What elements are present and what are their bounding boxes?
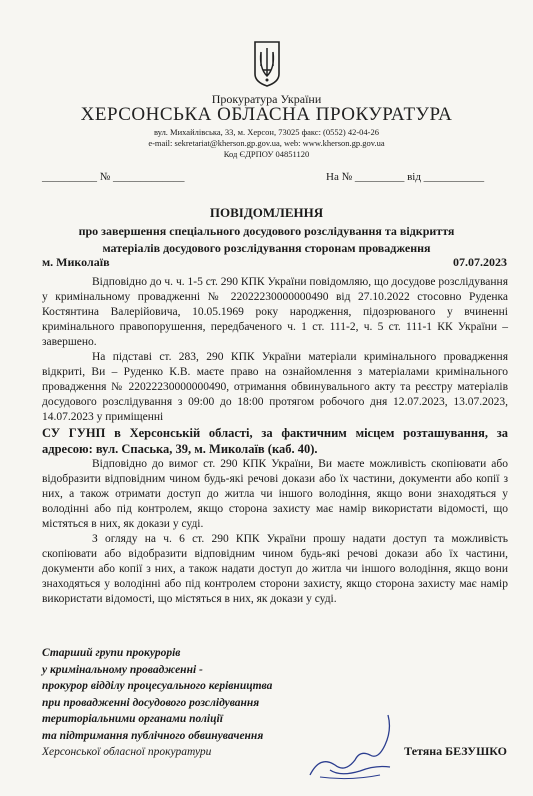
document-city: м. Миколаїв (42, 255, 110, 269)
signer-name: Тетяна БЕЗУШКО (404, 744, 507, 758)
signer-line: та підтримання публічного обвинувачення (42, 729, 264, 742)
organization-name: ХЕРСОНСЬКА ОБЛАСНА ПРОКУРАТУРА (80, 104, 453, 125)
signer-line: Старший групи прокурорів (42, 647, 181, 659)
paragraph-4: З огляду на ч. 6 ст. 290 КПК України прошу надати доступ та можливість скопіювати або відобразити відповідним чином будь-які речові докази або їх частини, документи або копії з них, а також надати доступ до житла чи іншого володіння, якщо вони знаходяться у володінні або під контролем сторони захисту, якщо сторона захисту має намір використати відомості, що містяться в них, як докази у суді. (42, 533, 508, 605)
signer-line: Херсонської обласної прокуратури (42, 746, 212, 758)
trident-emblem-icon (253, 40, 281, 88)
org-address: вул. Михайлівська, 33, м. Херсон, 73025 факс: (0552) 42-04-26 (153, 127, 380, 137)
handwritten-signature-icon (300, 705, 400, 785)
paragraph-3: Відповідно до вимог ст. 290 КПК України, Ви маєте можливість скопіювати або відобразити відповідним чином будь-які речові докази або їх частини, документи або копії з них, а також отримати доступ до житла чи іншого володіння, якщо вони знаходяться у володінні або під контролем, якщо сторона захисту має намір використати відомості, що містяться в них, як докази у суді. (42, 458, 508, 530)
signer-line: територіальними органами поліції (42, 713, 223, 725)
document-body (42, 275, 508, 607)
document-date: 07.07.2023 (453, 255, 507, 269)
incoming-reference: На № _________ від ___________ (326, 171, 485, 183)
paragraph-1: Відповідно до ч. ч. 1-5 ст. 290 КПК України повідомляю, що досудове розслідування у кримінальному провадженні № 22022230000000490 від 27.10.2022 стосовно Руденка Костянтина Валерійовича, 10.05.1969 року народження, підозрюваного у вчиненні кримінального правопорушення, передбаченого ч. 1 ст. 111-2, ч. 5 ст. 111-1 КК України – завершено. (42, 276, 508, 348)
paragraph-2-address: СУ ГУНП в Херсонській області, за фактичним місцем розташування, за адресою: вул. Спаська, 39, м. Миколаїв (каб. 40). (42, 426, 508, 456)
signer-line: у кримінальному провадженні - (42, 663, 203, 676)
paragraph-2: На підставі ст. 283, 290 КПК України матеріали кримінального провадження відкриті, Ви – Руденко К.В. маєте право на ознайомлення з матеріалами кримінального провадження № 22022230000000490, отримання обвинувального акту та реєстру матеріалів досудового розслідування з 09:00 до 18:00 протягом робочого дня 12.07.2023, 13.07.2023, 14.07.2023 у приміщенні (42, 351, 508, 423)
signer-line: прокурор відділу процесуального керівництва (42, 680, 273, 692)
document-subtitle: про завершення спеціального досудового розслідування та відкриття матеріалів досудового розслідування сторонам провадження (78, 224, 455, 255)
org-edrpou: Код ЄДРПОУ 04851120 (223, 149, 310, 159)
document-title: ПОВІДОМЛЕННЯ (209, 205, 324, 220)
org-contacts: e-mail: sekretariat@kherson.gp.gov.ua, web: www.kherson.gp.gov.ua (148, 138, 385, 148)
parent-organization: Прокуратура України (211, 92, 322, 106)
outgoing-reference: __________ № _____________ (42, 171, 185, 183)
signer-line: при провадженні досудового розслідування (42, 696, 260, 709)
